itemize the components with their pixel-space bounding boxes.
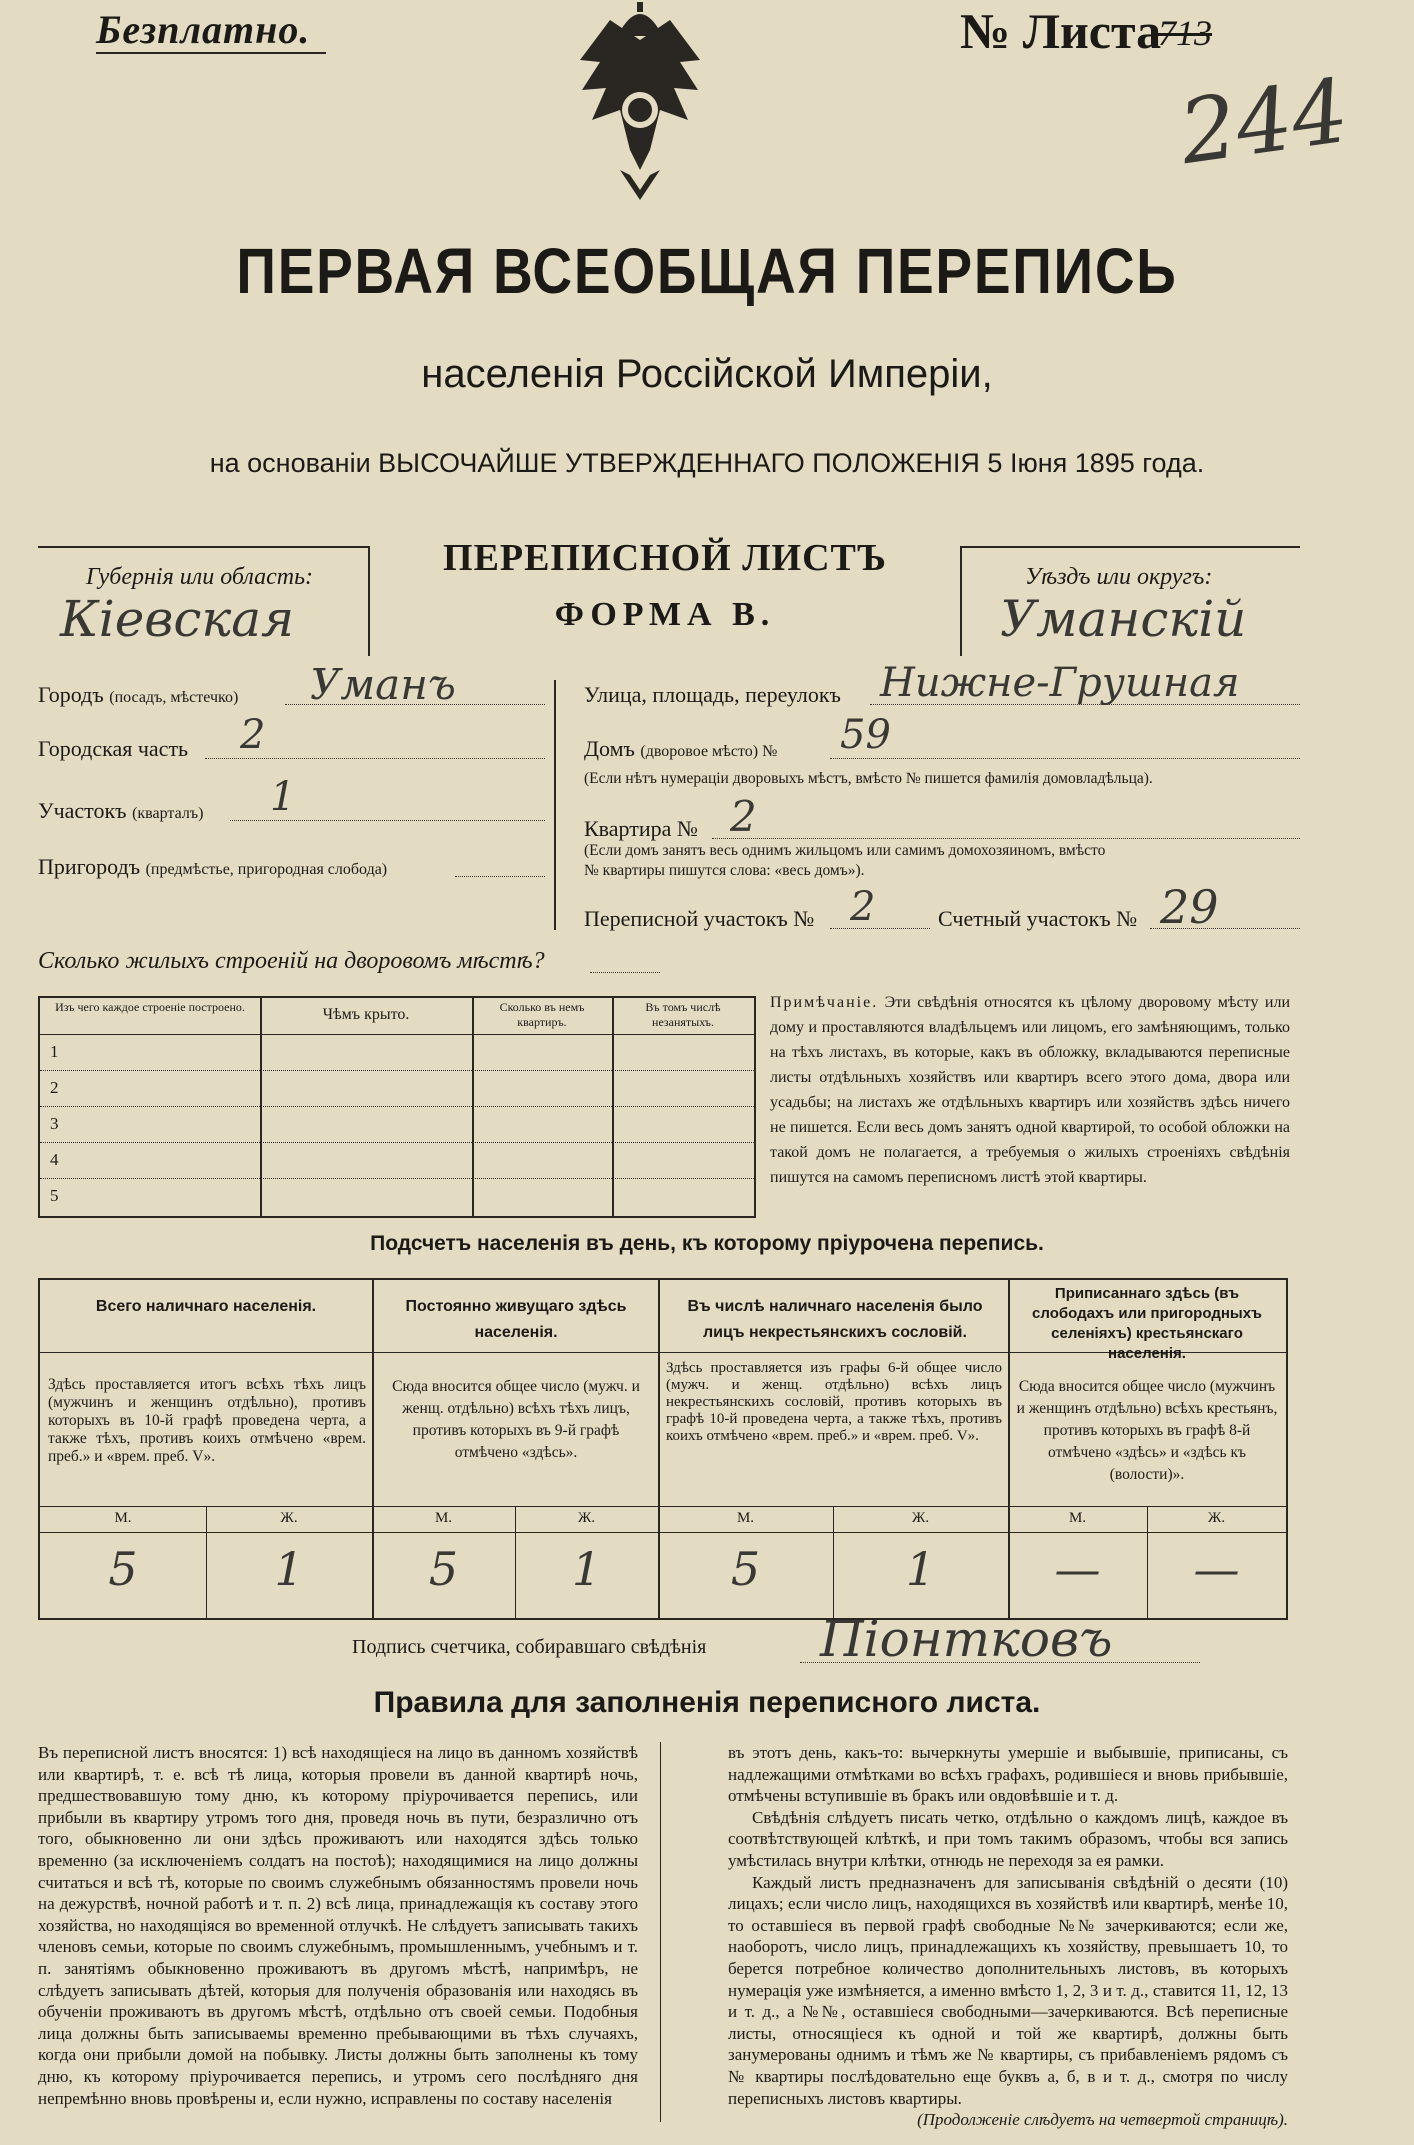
count-section-value: 29 [1160, 880, 1219, 934]
part-value: 2 [240, 712, 266, 758]
province-label: Губернія или область: [86, 564, 314, 590]
count-desc-permanent: Сюда вносится общее число (мужч. и женщ. отдѣльно) всѣхъ тѣхъ лицъ, противъ которыхъ въ 9-й графѣ отмѣчено «здѣсь». [392, 1378, 640, 1461]
signature-value: Піонтковъ [820, 1610, 1113, 1668]
rules-right-p2: Свѣдѣнія слѣдуетъ писать четко, отдѣльно о каждомъ лицѣ, каждое въ соотвѣтствующей клѣткѣ, и при томъ такимъ образомъ, чтобы вся запись умѣстилась внутри клѣтки, отнюдь не переходя за ея рамки. [728, 1807, 1288, 1870]
part-label: Городская часть [38, 736, 189, 761]
emblem [570, 0, 710, 220]
census-basis: на основаніи ВЫСОЧАЙШЕ УТВЕРЖДЕННАГО ПОЛОЖЕНІЯ 5 Іюня 1895 года. [209, 448, 1205, 478]
count-desc-peasant: Сюда вносится общее число (мужчинъ и женщинъ отдѣльно) всѣхъ крестьянъ, противъ которыхъ въ графѣ 8-й отмѣчено «здѣсь» и «здѣсь къ (волости)». [1016, 1378, 1278, 1483]
dotted-line [230, 820, 545, 821]
dotted-line [870, 704, 1300, 705]
quarter-value: 1 [270, 774, 296, 820]
house-value: 59 [840, 712, 891, 758]
signature-label: Подпись счетчика, собиравшаго свѣдѣнія [352, 1636, 707, 1658]
note [770, 990, 1290, 1190]
dotted-line [830, 928, 930, 929]
sheet-no-handwritten: 244 [1173, 58, 1355, 185]
rules-right-p1: въ этотъ день, какъ-то: вычеркнуты умершіе и выбывшіе, приписаны, съ надлежащими отмѣтками во всѣхъ графахъ, родившіеся и вновь прибывшіе, отмѣчены вступившіе въ бракъ или овдовѣвшіе и т. д. [728, 1743, 1288, 1806]
apt-value: 2 [730, 792, 757, 841]
rule [960, 546, 1300, 548]
apt-label: Квартира № [584, 816, 698, 841]
house-note: (Если нѣтъ нумераціи дворовыхъ мѣстъ, вмѣсто № пишется фамилія домовладѣльца). [584, 770, 1153, 787]
count-value: 1 [905, 1542, 936, 1596]
rule [554, 680, 556, 930]
suburb-row [38, 854, 387, 880]
rules-continued: (Продолженіе слѣдуетъ на четвертой страницѣ). [917, 2110, 1288, 2130]
rules-right [728, 1742, 1288, 2142]
buildings-question: Сколько жилыхъ строеній на дворовомъ мѣстѣ? [38, 948, 545, 974]
count-f-label: Ж. [577, 1510, 596, 1526]
buildings-row-num: 2 [50, 1078, 59, 1097]
dotted-line [830, 758, 1300, 759]
count-head-total: Всего наличнаго населенія. [95, 1298, 317, 1315]
count-m-label: М. [434, 1510, 453, 1526]
count-f-label: Ж. [1207, 1510, 1226, 1526]
buildings-header-vacant: Въ томъ числѣ незанятыхъ. [645, 1000, 721, 1029]
rules-left [38, 1742, 638, 2132]
count-table [38, 1278, 1288, 1620]
sheet-no-label: № Листа [960, 3, 1162, 59]
dotted-line [1150, 928, 1300, 929]
count-m-label: М. [1068, 1510, 1087, 1526]
buildings-header-roof: Чѣмъ крыто. [322, 1006, 410, 1023]
count-value: — [1054, 1542, 1101, 1596]
free-label: Безплатно. [96, 7, 311, 52]
free-underline [96, 52, 326, 54]
form-name: ПЕРЕПИСНОЙ ЛИСТЪ [443, 537, 887, 579]
rules-title: Правила для заполненія переписного листа. [373, 1686, 1041, 1719]
census-section-label: Переписной участокъ № [584, 906, 815, 931]
buildings-row-num: 1 [50, 1042, 59, 1061]
house-row [584, 736, 777, 762]
form-type: ФОРМА В. [554, 596, 776, 633]
dotted-line [590, 972, 660, 973]
city-label: Городъ [38, 682, 104, 707]
count-value: 1 [274, 1542, 304, 1596]
buildings-row-num: 5 [50, 1186, 59, 1205]
note-heading: Примѣчаніе. [770, 994, 879, 1011]
quarter-hint: (кварталъ) [132, 805, 204, 822]
province-value: Кіевская [60, 590, 295, 648]
district-label: Уѣздъ или округъ: [1025, 564, 1213, 590]
census-title: ПЕРВАЯ ВСЕОБЩАЯ ПЕРЕПИСЬ [236, 235, 1178, 307]
note-text: Эти свѣдѣнія относятся къ цѣлому дворовому мѣсту или дому и проставляются владѣльцемъ или лицомъ, его замѣняющимъ, только на тѣхъ листахъ, въ которые, какъ въ обложку, вкладываются переписные листы отдѣльныхъ хозяйствъ или квартиръ всего этого дома, двора или усадьбы; на листахъ же отдѣльныхъ квартиръ или хозяйствъ здѣсь ничего не пишется. Если весь домъ занятъ одной квартирой, то особой обложки на такой домъ не полагается, а требуемыя о жилыхъ строеніяхъ свѣдѣнія пишутся на самомъ переписномъ листѣ этой квартиры. [770, 994, 1291, 1186]
dotted-line [455, 876, 545, 877]
count-value: 1 [571, 1542, 602, 1596]
double-headed-eagle-icon [570, 0, 710, 220]
count-value: 5 [428, 1542, 459, 1596]
dotted-line [205, 758, 545, 759]
city-value: Уманъ [310, 660, 456, 709]
count-value: — [1193, 1542, 1240, 1596]
house-label: Домъ [584, 736, 635, 761]
district-value: Уманскій [1000, 590, 1247, 648]
buildings-row-num: 3 [50, 1114, 59, 1133]
count-head-permanent: Постоянно живущаго здѣсь населенія. [405, 1298, 627, 1341]
rule [38, 546, 368, 548]
dotted-line [285, 704, 545, 705]
count-value: 5 [730, 1542, 761, 1596]
suburb-label: Пригородъ [38, 854, 141, 879]
quarter-row [38, 798, 203, 824]
rules-left-text: Въ переписной листъ вносятся: 1) всѣ находящіеся на лицо въ данномъ хозяйствѣ или квартирѣ, т. е. всѣ тѣ лица, которыя провели въ данной квартирѣ ночь, предшествовавшую тому дню, къ которому пріурочивается перепись, или прибыли въ квартиру утромъ того дня, проведя ночь въ пути, безразлично отъ того, обыкновенно ли они здѣсь проживаютъ или находятся здѣсь только временно (за исключеніемъ солдатъ на постоѣ); находящимися на лицо должны считаться и всѣ тѣ, которые по своимъ служебнымъ обязанностямъ провели ночь на дежурствѣ, ночной работѣ и т. п. 2) всѣ лица, принадлежащія къ составу этого хозяйства, но находящіяся во временной отлучкѣ. Не слѣдуетъ записывать такихъ членовъ семьи, которые по своимъ служебнымъ, промышленнымъ, учебнымъ и т. п. занятіямъ обыкновенно проживаютъ въ другомъ мѣстѣ, напримѣръ, не слѣдуетъ записывать дѣтей, которыя для полученія образованія или находясь въ обученіи проживаютъ въ другомъ мѣстѣ, отдѣльно отъ своей семьи. Подобныя лица должны быть записываемы временно пребывающими въ тѣхъ случаяхъ, когда они прибыли домой на побывку. Листы должны быть заполнены къ тому дню, къ которому пріурочивается перепись, и утромъ сего послѣдняго дня непремѣнно вновь провѣрены и, если нужно, исправлены по составу населенія [38, 1743, 638, 2108]
city-row [38, 682, 238, 708]
city-hint: (посадъ, мѣстечко) [109, 689, 239, 706]
buildings-header-material: Изъ чего каждое строеніе построено. [55, 1000, 245, 1014]
quarter-label: Участокъ [38, 798, 127, 823]
count-value: 5 [108, 1542, 138, 1596]
count-m-label: М. [736, 1510, 755, 1526]
buildings-row-num: 4 [50, 1150, 59, 1169]
rule [960, 546, 962, 656]
suburb-hint: (предмѣстье, пригородная слобода) [145, 861, 388, 878]
sheet-no-struck: 713 [1158, 13, 1212, 53]
street-label: Улица, площадь, переулокъ [584, 682, 841, 707]
dotted-line [800, 1662, 1200, 1663]
count-m-label: М. [114, 1510, 132, 1526]
count-title: Подсчетъ населенія въ день, къ которому пріурочена перепись. [370, 1232, 1044, 1255]
count-desc-total: Здѣсь проставляется итогъ всѣхъ тѣхъ лицъ (мужчинъ и женщинъ отдѣльно), противъ которыхъ въ 10-й графѣ проведена черта, а также тѣхъ, противъ коихъ отмѣчено «врем. преб.» и «врем. преб. V». [48, 1376, 366, 1465]
house-hint: (дворовое мѣсто) № [640, 743, 778, 760]
count-section-label: Счетный участокъ № [938, 906, 1138, 931]
rules-right-p3: Каждый листъ предназначенъ для записыванія свѣдѣній о десяти (10) лицахъ; если число лицъ, находящихся въ хозяйствѣ или квартирѣ, менѣе 10, то оставшіеся въ первой графѣ свободные №№ зачеркиваются; если же, наоборотъ, число лицъ, принадлежащихъ къ хозяйству, превышаетъ 10, то берется потребное количество дополнительныхъ листовъ, въ которыхъ нумерація уже измѣняется, а именно вмѣсто 1, 2, 3 и т. д., ставится 11, 12, 13 и т. д., а №№, оставшіеся свободными—зачеркиваются. Всѣ переписные листы, относящіеся къ одной и той же квартирѣ, должны быть занумерованы однимъ и тѣмъ же № квартиры, съ прибавленіемъ рядомъ съ № квартиры послѣдовательно еще буквъ а, б, в и т. д., смотря по числу переписныхъ листовъ квартиры. [728, 1872, 1288, 2108]
apt-note-2: № квартиры пишутся слова: «весь домъ»). [584, 862, 865, 879]
street-value: Нижне-Грушная [880, 660, 1240, 706]
count-head-peasant: Приписаннаго здѣсь (въ слободахъ или пригородныхъ селеніяхъ) крестьянскаго населенія. [1032, 1285, 1262, 1362]
count-f-label: Ж. [911, 1510, 930, 1526]
dotted-line [712, 838, 1300, 839]
count-desc-nonpeasant: Здѣсь проставляется изъ графы 6-й общее число (мужч. и женщ. отдѣльно) всѣхъ лицъ некрестьянскихъ сословій, противъ которыхъ въ графѣ 10-й проведена черта, а также тѣхъ, противъ коихъ отмѣчено «врем. преб.» и «врем. преб. V». [666, 1360, 1002, 1444]
count-head-nonpeasant: Въ числѣ наличнаго населенія было лицъ некрестьянскихъ сословій. [687, 1298, 983, 1341]
buildings-header-apts: Сколько въ немъ квартиръ. [499, 1000, 585, 1029]
count-f-label: Ж. [280, 1510, 298, 1526]
apt-note-1: (Если домъ занятъ весь однимъ жильцомъ или самимъ домохозяиномъ, вмѣсто [584, 842, 1106, 859]
census-section-value: 2 [850, 884, 876, 930]
rule [660, 1742, 661, 2122]
buildings-table [38, 996, 756, 1218]
rule [368, 546, 370, 656]
census-subtitle: населенія Россійской Имперіи, [421, 352, 993, 396]
